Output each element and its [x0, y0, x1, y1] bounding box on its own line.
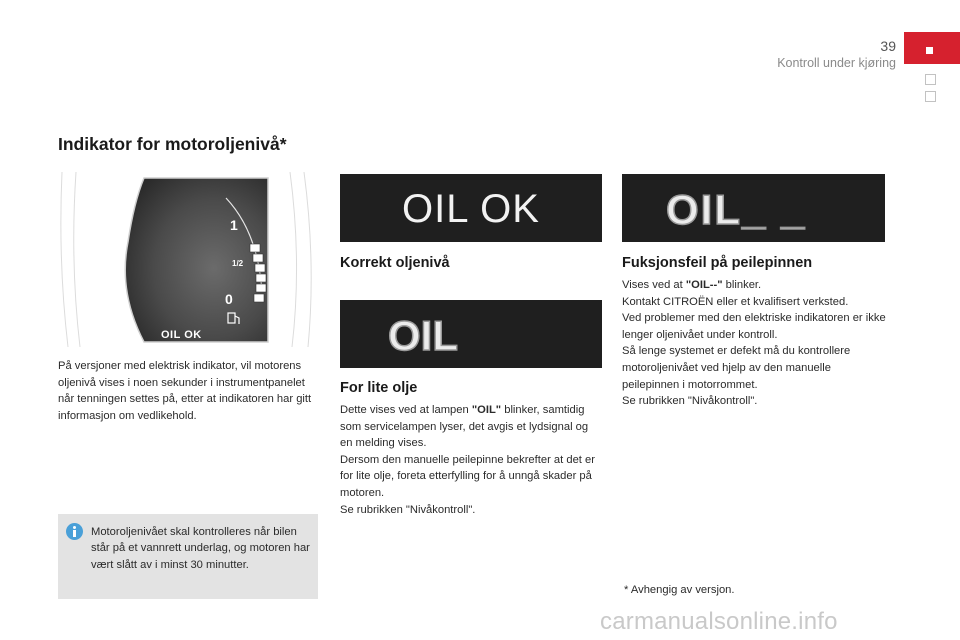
dipstick-fault-text: Vises ved at "OIL--" blinker. Kontakt CITROËN eller et kvalifisert verksted. Ved problemer med den elektriske indikatoren er ikke lenger oljenivået under kontroll. Så lenge systemet er defekt må du kontrollere motoroljenivået ved hjelp av den manuelle peilepinnen i motorrommet. Se rubrikken "Nivåkontroll". [622, 279, 886, 408]
footnote: * Avhengig av versjon. [624, 584, 735, 596]
oil-low-display-text: OIL [388, 312, 458, 359]
page-number: 39 [880, 38, 896, 54]
oil-ok-display [340, 174, 602, 242]
intro-paragraph: På versjoner med elektrisk indikator, vil motorens oljenivå vises i noen sekunder i instrumentpanelet når tenningen settes på, etter at indikatoren har gitt informasjon om vedlikehold. [58, 360, 312, 422]
gauge-mark-half: 1/2 [232, 259, 244, 268]
oil-gauge-illustration [58, 172, 318, 347]
nav-square-icon[interactable] [925, 91, 936, 102]
oil-low-display [340, 300, 602, 368]
chapter-marker-icon [926, 47, 933, 54]
gauge-mark-full: 1 [230, 217, 238, 233]
info-text: Motoroljenivået skal kontrolleres når bilen står på et vannrett underlag, og motoren har vært slått av i minst 30 minutter. [91, 526, 310, 571]
oil-ok-display-text: OIL OK [402, 187, 540, 231]
oil-fault-display-text: OIL_ _ [666, 186, 807, 233]
gauge-display-text: OIL OK [161, 329, 202, 341]
oil-fault-display [622, 174, 885, 242]
chapter-tab[interactable] [904, 32, 960, 64]
oil-code: "OIL" [471, 404, 502, 416]
info-box [58, 514, 318, 599]
dipstick-fault-title: Fuksjonsfeil på peilepinnen [622, 255, 813, 271]
page-title: Indikator for motoroljenivå* [58, 134, 287, 154]
correct-level-title: Korrekt oljenivå [340, 255, 450, 271]
section-label: Kontroll under kjøring [777, 56, 896, 70]
low-oil-title: For lite olje [340, 380, 418, 396]
info-icon [66, 523, 83, 540]
nav-square-icon[interactable] [925, 74, 936, 85]
gauge-mark-empty: 0 [225, 291, 233, 307]
oil-fault-code: "OIL--" [685, 279, 723, 291]
low-oil-text: Dette vises ved at lampen "OIL" blinker, samtidig som servicelampen lyser, det avgis et lydsignal og en melding vises. Dersom den manuelle peilepinne bekrefter at det er for lite olje, foreta etterfylling for å unngå skader på motoren. Se rubrikken "Nivåkontroll". [340, 404, 595, 516]
watermark: carmanualsonline.info [600, 608, 838, 635]
